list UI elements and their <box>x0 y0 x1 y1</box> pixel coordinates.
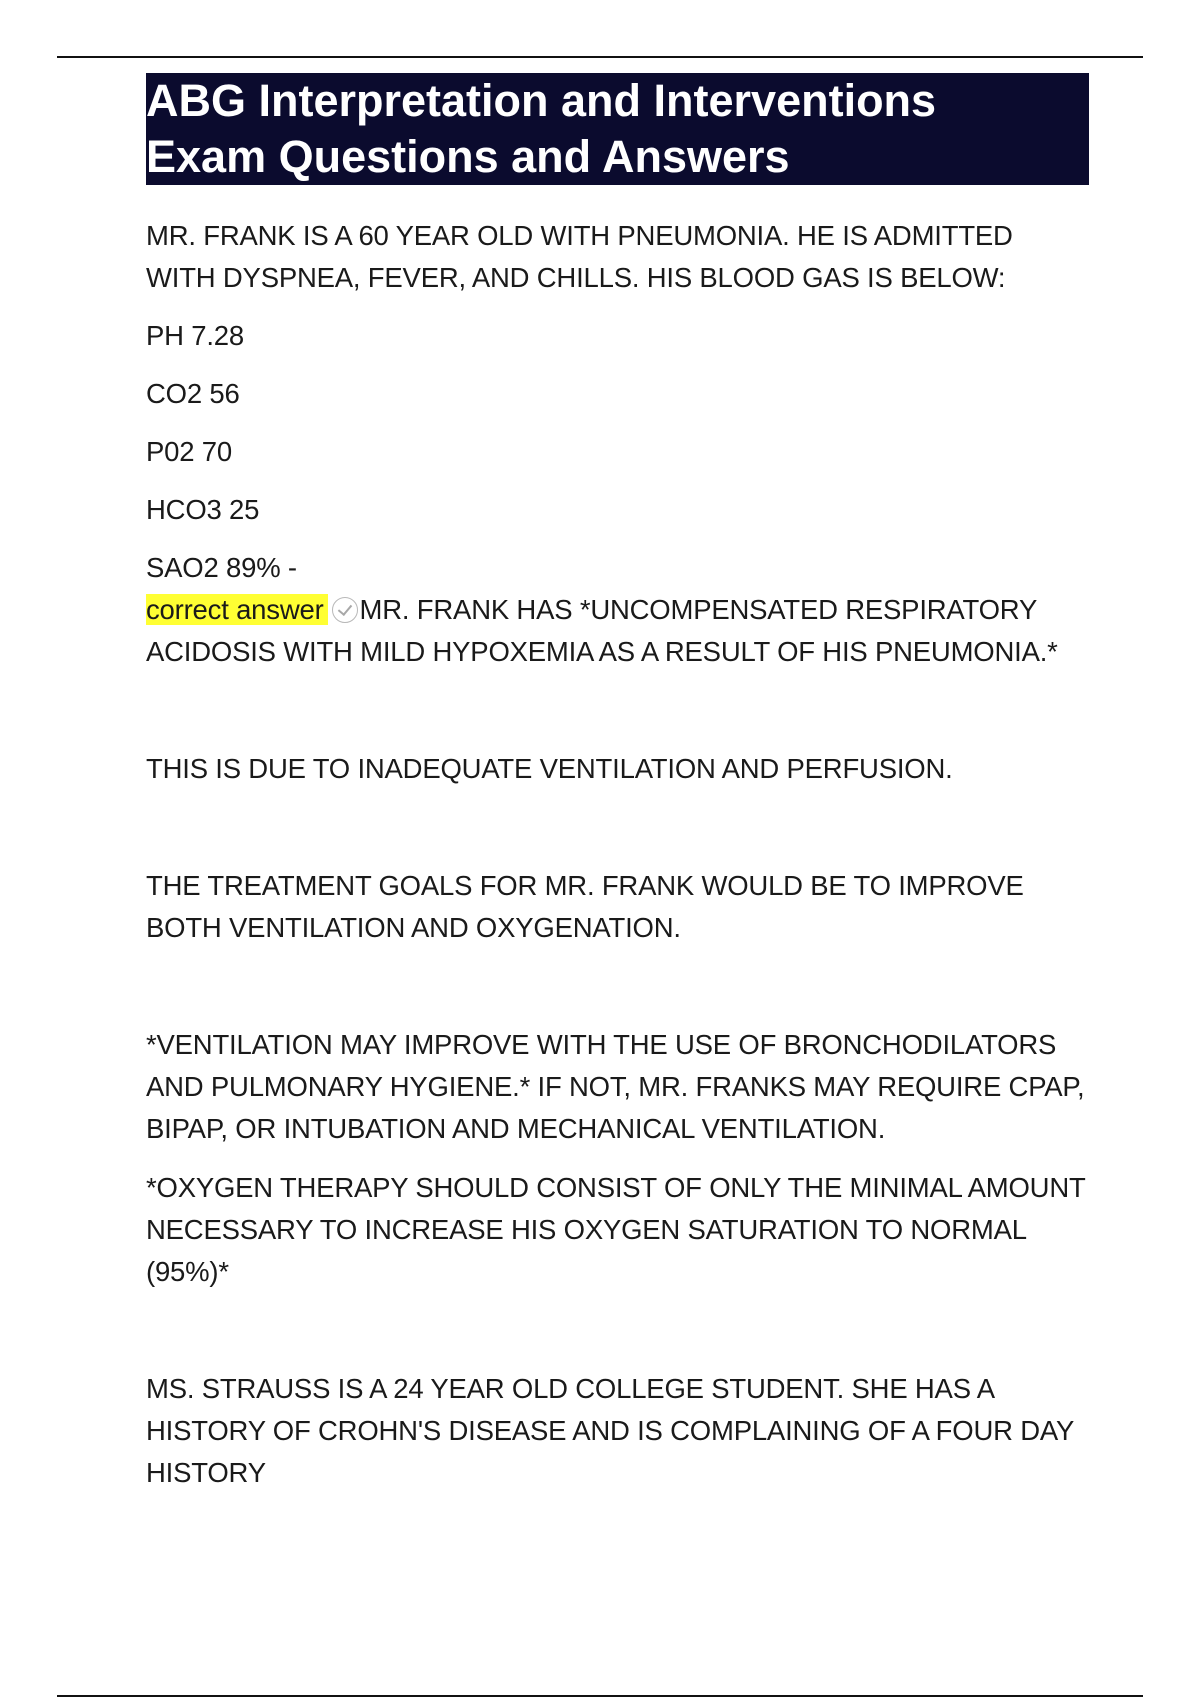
question-2-stem: MS. STRAUSS IS A 24 YEAR OLD COLLEGE STUDENT. SHE HAS A HISTORY OF CROHN'S DISEASE AND IS COMPLAINING OF A FOUR DAY HISTORY <box>146 1373 1074 1488</box>
explanation-paragraph-2: THE TREATMENT GOALS FOR MR. FRANK WOULD BE TO IMPROVE BOTH VENTILATION AND OXYGENATION. <box>146 870 1024 943</box>
title-line-2: Exam Questions and Answers <box>146 131 790 182</box>
explanation-paragraph-1: THIS IS DUE TO INADEQUATE VENTILATION AND PERFUSION. <box>146 753 953 784</box>
title-line-1: ABG Interpretation and Interventions <box>146 75 937 126</box>
value-hco3: HCO3 25 <box>146 494 260 525</box>
question-1-stem: MR. FRANK IS A 60 YEAR OLD WITH PNEUMONIA. HE IS ADMITTED WITH DYSPNEA, FEVER, AND CHILLS. HIS BLOOD GAS IS BELOW: <box>146 220 1013 293</box>
value-ph: PH 7.28 <box>146 320 244 351</box>
explanation-paragraph-3: *VENTILATION MAY IMPROVE WITH THE USE OF BRONCHODILATORS AND PULMONARY HYGIENE.* IF NOT, MR. FRANKS MAY REQUIRE CPAP, BIPAP, OR INTUBATION AND MECHANICAL VENTILATION. <box>146 1029 1085 1144</box>
value-co2: CO2 56 <box>146 378 240 409</box>
correct-answer-label: correct answer <box>146 594 328 625</box>
document-title <box>146 73 1089 185</box>
document-body <box>146 73 1089 1494</box>
explanation-paragraph-4: *OXYGEN THERAPY SHOULD CONSIST OF ONLY THE MINIMAL AMOUNT NECESSARY TO INCREASE HIS OXYGEN SATURATION TO NORMAL (95%)* <box>146 1172 1086 1287</box>
value-po2: P02 70 <box>146 436 232 467</box>
bottom-rule <box>57 1695 1143 1697</box>
value-sao2: SAO2 89% - <box>146 552 297 583</box>
answer-text: MR. FRANK HAS *UNCOMPENSATED RESPIRATORY ACIDOSIS WITH MILD HYPOXEMIA AS A RESULT OF HIS PNEUMONIA.* <box>146 594 1058 667</box>
check-circle-icon <box>332 597 358 623</box>
top-rule <box>57 56 1143 58</box>
answer-paragraph <box>146 589 1089 673</box>
